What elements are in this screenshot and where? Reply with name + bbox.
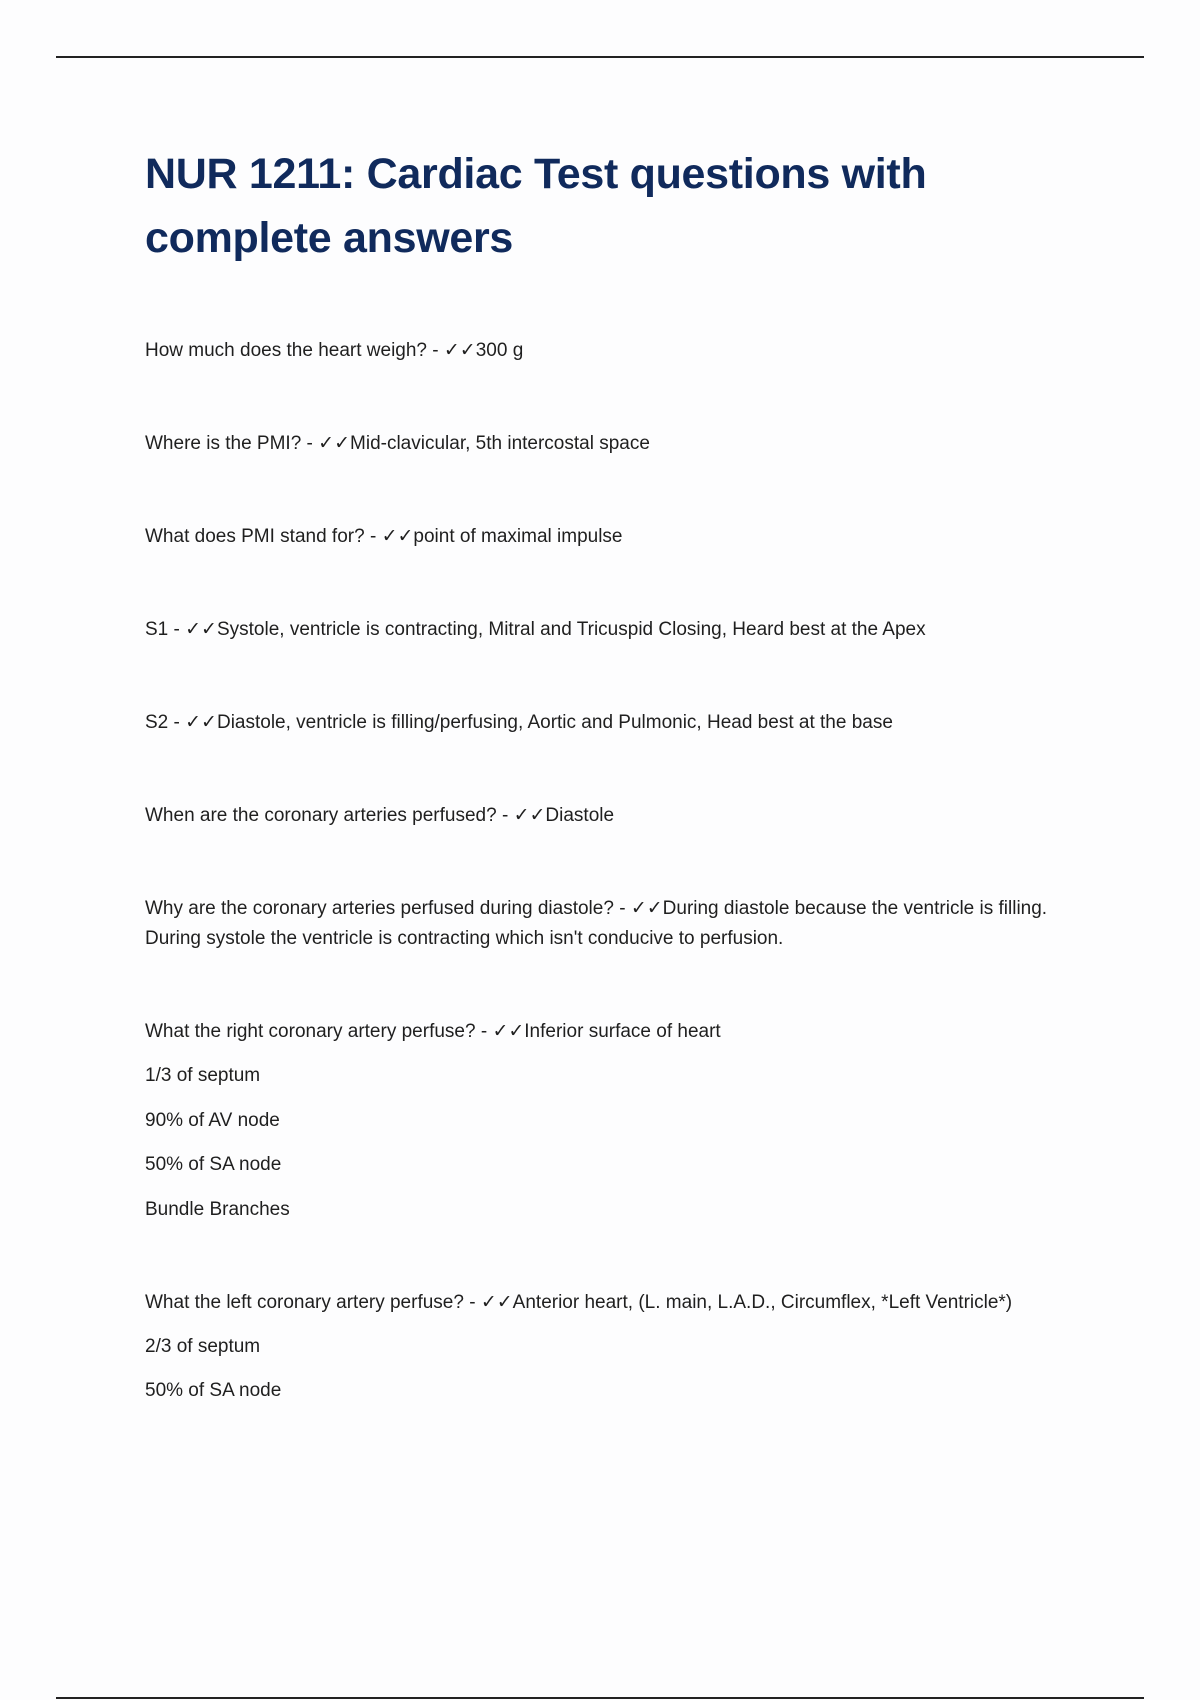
answer-text: 300 g xyxy=(475,340,524,361)
answer-detail-line: 50% of SA node xyxy=(145,1380,282,1401)
qa-item xyxy=(145,801,1095,831)
check-mark-icon: ✓✓ xyxy=(318,433,351,454)
separator: - xyxy=(496,805,514,826)
answer-text: Mid-clavicular, 5th intercostal space xyxy=(350,433,650,454)
answer-text: During diastole because the ventricle is filling. During systole the ventricle is contracting which isn't conducive to perfusion. xyxy=(145,898,1048,949)
separator: - xyxy=(427,340,444,361)
question-text: How much does the heart weigh? xyxy=(145,340,427,361)
answer-detail-line: 90% of AV node xyxy=(145,1109,280,1131)
answer-detail-line: 1/3 of septum xyxy=(145,1065,261,1086)
check-mark-icon: ✓✓ xyxy=(513,805,546,826)
separator: - xyxy=(168,712,186,733)
qa-list xyxy=(145,336,1095,1469)
question-text: Where is the PMI? xyxy=(145,433,302,454)
check-mark-icon: ✓✓ xyxy=(381,526,414,547)
document-title: NUR 1211: Cardiac Test questions with complete answers xyxy=(145,150,927,262)
separator: - xyxy=(364,526,382,547)
qa-item xyxy=(145,429,1095,459)
qa-item xyxy=(145,336,1095,366)
check-mark-icon: ✓✓ xyxy=(443,340,476,361)
question-text: What the right coronary artery perfuse? xyxy=(145,1021,476,1042)
qa-item xyxy=(145,894,1095,954)
answer-detail-line: 50% of SA node xyxy=(145,1154,282,1175)
check-mark-icon: ✓✓ xyxy=(185,712,217,733)
separator: - xyxy=(168,619,186,640)
answer-text: Systole, ventricle is contracting, Mitral and Tricuspid Closing, Heard best at the Apex xyxy=(216,619,926,640)
check-mark-icon: ✓✓ xyxy=(480,1291,513,1313)
separator: - xyxy=(613,898,631,919)
qa-item xyxy=(145,1017,1095,1225)
answer-detail-list xyxy=(145,1061,1095,1225)
check-mark-icon: ✓✓ xyxy=(185,619,217,640)
separator: - xyxy=(301,433,319,454)
question-text: When are the coronary arteries perfused? xyxy=(145,805,497,826)
qa-item xyxy=(145,1288,1095,1407)
qa-item xyxy=(145,522,1095,552)
answer-detail-list xyxy=(145,1332,1095,1407)
footer-rule xyxy=(56,1697,1144,1699)
question-text: S1 xyxy=(145,619,169,640)
answer-text: point of maximal impulse xyxy=(413,526,623,547)
check-mark-icon: ✓✓ xyxy=(630,898,663,919)
separator: - xyxy=(475,1021,493,1042)
question-text: What the left coronary artery perfuse? xyxy=(145,1291,464,1313)
separator: - xyxy=(463,1291,481,1313)
answer-text: Diastole xyxy=(545,805,615,826)
header-rule xyxy=(56,56,1144,58)
check-mark-icon: ✓✓ xyxy=(492,1021,525,1042)
answer-detail-line: 2/3 of septum xyxy=(145,1335,261,1357)
answer-text: Inferior surface of heart xyxy=(524,1021,721,1042)
answer-text: Diastole, ventricle is filling/perfusing, Aortic and Pulmonic, Head best at the base xyxy=(216,712,893,733)
qa-item xyxy=(145,615,1095,645)
question-text: What does PMI stand for? xyxy=(145,526,365,547)
question-text: S2 xyxy=(145,712,169,733)
question-text: Why are the coronary arteries perfused during diastole? xyxy=(145,898,614,919)
qa-item xyxy=(145,708,1095,738)
answer-detail-line: Bundle Branches xyxy=(145,1198,290,1220)
answer-text: Anterior heart, (L. main, L.A.D., Circumflex, *Left Ventricle*) xyxy=(512,1291,1013,1313)
